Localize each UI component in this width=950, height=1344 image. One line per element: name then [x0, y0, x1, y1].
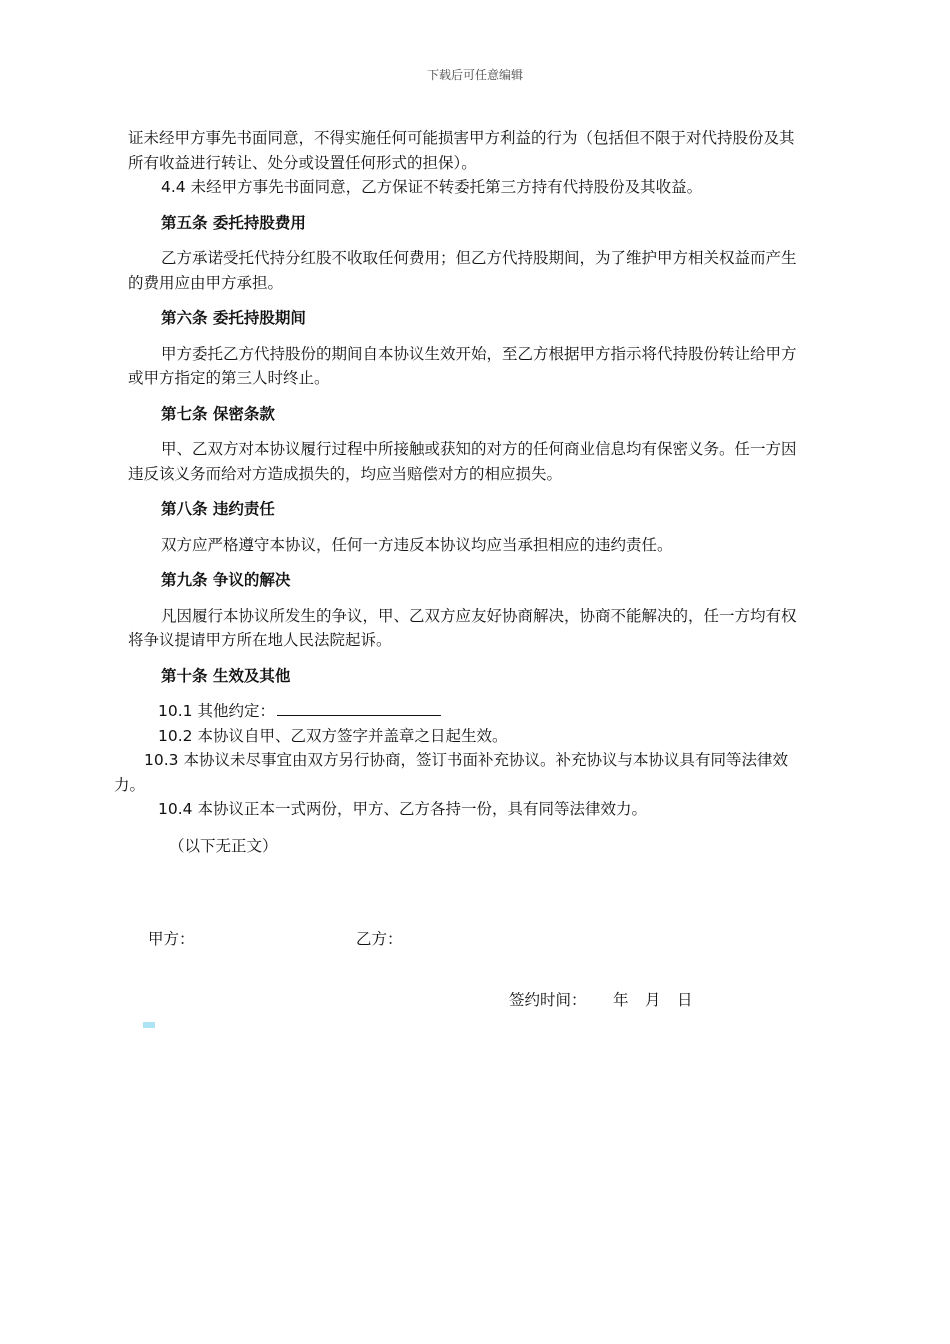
article-8-heading: 第八条 违约责任: [161, 500, 275, 518]
signing-date-label: 签约时间：: [509, 991, 587, 1009]
month-label: 月: [645, 991, 661, 1009]
paragraph-4-3-continued: 证未经甲方事先书面同意，不得实施任何可能损害甲方利益的行为（包括但不限于对代持股份及其所有收益进行转让、处分或设置任何形式的担保）。: [128, 129, 795, 172]
signing-date-row: [509, 988, 709, 1010]
article-6-heading: 第六条 委托持股期间: [161, 309, 306, 327]
article-8-text: 双方应严格遵守本协议，任何一方违反本协议均应当承担相应的违约责任。: [161, 535, 673, 554]
article-9-text: 凡因履行本协议所发生的争议，甲、乙双方应友好协商解决，协商不能解决的，任一方均有权将争议提请甲方所在地人民法院起诉。: [128, 606, 797, 649]
clause-10-1-label: 10.1 其他约定：: [158, 702, 275, 720]
article-7-text: 甲、乙双方对本协议履行过程中所接触或获知的对方的任何商业信息均有保密义务。任一方因违反该义务而给对方造成损失的，均应当赔偿对方的相应损失。: [128, 440, 797, 483]
party-a-signature-label: 甲方：: [148, 930, 195, 948]
clause-10-2: 10.2 本协议自甲、乙双方签字并盖章之日起生效。: [158, 726, 508, 745]
clause-4-4: 4.4 未经甲方事先书面同意，乙方保证不转委托第三方持有代持股份及其收益。: [161, 178, 703, 196]
page-header: 下载后可任意编辑: [426, 68, 523, 82]
no-further-text-note: （以下无正文）: [169, 836, 278, 855]
article-5-heading: 第五条 委托持股费用: [161, 213, 306, 232]
article-5-text: 乙方承诺受托代持分红股不收取任何费用；但乙方代持股期间，为了维护甲方相关权益而产生的费用应由甲方承担。: [128, 249, 797, 292]
article-6-text: 甲方委托乙方代持股份的期间自本协议生效开始，至乙方根据甲方指示将代持股份转让给甲方或甲方指定的第三人时终止。: [128, 344, 797, 387]
cursor-marker: [143, 1022, 155, 1028]
clause-10-1: [128, 699, 804, 724]
clause-10-3: 10.3 本协议未尽事宜由双方另行协商，签订书面补充协议。补充协议与本协议具有同等法律效力。: [114, 751, 788, 794]
year-label: 年: [613, 991, 629, 1009]
day-label: 日: [677, 991, 693, 1009]
article-7-heading: 第七条 保密条款: [161, 404, 275, 423]
other-agreement-blank: [277, 699, 441, 716]
clause-10-4: 10.4 本协议正本一式两份，甲方、乙方各持一份，具有同等法律效力。: [158, 800, 647, 818]
article-10-heading: 第十条 生效及其他: [161, 666, 291, 685]
party-b-signature-label: 乙方：: [356, 930, 403, 948]
article-9-heading: 第九条 争议的解决: [161, 571, 291, 589]
document-body: [114, 126, 804, 858]
